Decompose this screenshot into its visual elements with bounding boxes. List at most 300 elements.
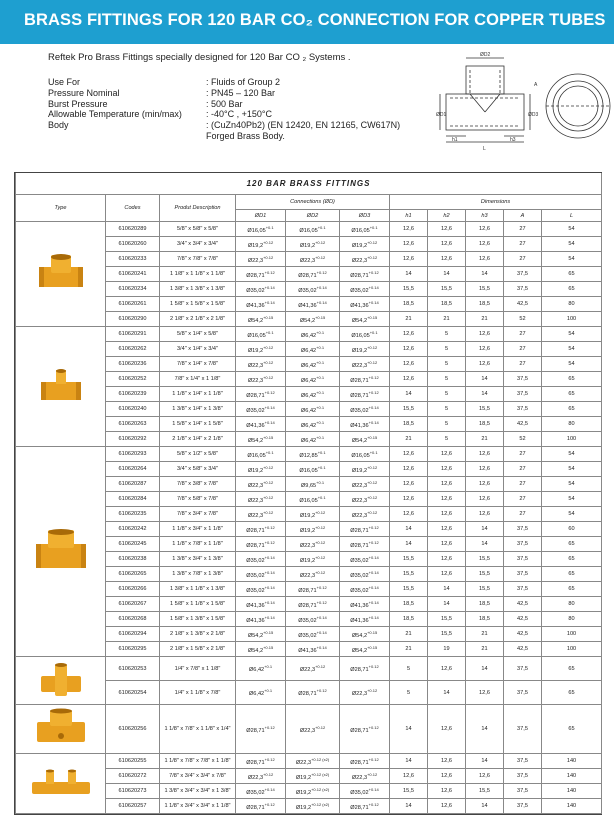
spec-value: : (CuZn40Pb2) (EN 12420, EN 12165, CW617N) — [206, 120, 401, 131]
diameter-value: Ø35,02 — [350, 789, 369, 796]
code-cell: 610620245 — [106, 537, 160, 552]
description-cell: 1 1/8" x 7/8" x 1 1/8" — [160, 537, 236, 552]
d1-cell — [236, 754, 286, 769]
d2-cell — [286, 537, 340, 552]
tolerance-value: +0.14 — [368, 404, 379, 410]
diameter-value: Ø41,36 — [298, 302, 317, 309]
tolerance-value: +0.12 — [263, 239, 274, 245]
tolerance-value: +0.1 — [317, 494, 326, 500]
h2-cell: 14 — [428, 582, 466, 597]
d2-cell — [286, 447, 340, 462]
diameter-value: Ø6,42 — [300, 407, 317, 414]
a-cell: 37,5 — [504, 799, 542, 814]
h2-cell: 12,6 — [428, 567, 466, 582]
h2-cell: 18,5 — [428, 297, 466, 312]
tolerance-value: +0.12 — [315, 554, 326, 560]
diameter-value: Ø54,2 — [299, 317, 316, 324]
a-cell: 37,5 — [504, 522, 542, 537]
a-cell: 37,5 — [504, 267, 542, 282]
h2-cell: 12,6 — [428, 769, 466, 784]
tolerance-value: +0.12 — [263, 374, 274, 380]
h3-cell: 15,5 — [466, 282, 504, 297]
d3-cell — [340, 507, 390, 522]
label-h1: h1 — [452, 137, 458, 143]
h2-cell: 15,5 — [428, 282, 466, 297]
diameter-value: Ø54,2 — [247, 437, 264, 444]
tolerance-value: +0.14 — [368, 419, 379, 425]
diameter-value: Ø22,3 — [351, 497, 368, 504]
d1-cell — [236, 327, 286, 342]
col-desc: Produt Description — [160, 195, 236, 222]
h2-cell: 19 — [428, 642, 466, 657]
l-cell: 54 — [542, 237, 602, 252]
code-cell: 610620267 — [106, 597, 160, 612]
h1-cell: 5 — [390, 681, 428, 705]
l-cell: 54 — [542, 357, 602, 372]
tolerance-value: +0.12 — [264, 539, 275, 545]
a-cell: 37,5 — [504, 754, 542, 769]
tolerance-value: +0.12 — [368, 269, 379, 275]
tolerance-value: +0.12 (x2) — [311, 756, 330, 762]
description-cell: 1 1/8" x 3/4" x 1 1/8" — [160, 522, 236, 537]
spec-label: Pressure Nominal — [48, 87, 120, 98]
h1-cell: 12,6 — [390, 492, 428, 507]
diameter-value: Ø41,36 — [350, 422, 369, 429]
d1-cell — [236, 522, 286, 537]
tolerance-value: +0.14 — [264, 284, 275, 290]
diameter-value: Ø41,36 — [246, 617, 265, 624]
tolerance-value: +0.14 — [316, 284, 327, 290]
diameter-value: Ø28,71 — [298, 602, 317, 609]
h3-cell: 14 — [466, 522, 504, 537]
d3-cell — [340, 357, 390, 372]
diameter-value: Ø28,71 — [246, 392, 265, 399]
spec-label: Allowable Temperature (min/max) — [48, 109, 182, 120]
diameter-value: Ø35,02 — [246, 407, 265, 414]
d1-cell — [236, 567, 286, 582]
d1-cell — [236, 657, 286, 681]
description-cell: 1 3/8" x 1 1/8" x 1 3/8" — [160, 582, 236, 597]
code-cell: 610620233 — [106, 252, 160, 267]
description-cell: 5/8" x 1/2" x 5/8" — [160, 447, 236, 462]
a-cell: 27 — [504, 237, 542, 252]
l-cell: 54 — [542, 222, 602, 237]
h3-cell: 14 — [466, 537, 504, 552]
diameter-value: Ø6,42 — [300, 377, 317, 384]
diameter-value: Ø28,71 — [298, 690, 317, 697]
l-cell: 54 — [542, 342, 602, 357]
diameter-value: Ø41,36 — [350, 602, 369, 609]
diameter-value: Ø19,2 — [351, 347, 368, 354]
spec-row — [48, 88, 400, 99]
a-cell: 27 — [504, 462, 542, 477]
table-row — [16, 705, 602, 754]
tolerance-value: +0.12 — [263, 494, 274, 500]
tolerance-value: +0.15 — [367, 644, 378, 650]
description-cell: 1 1/8" x 7/8" x 7/8" x 1 1/8" — [160, 754, 236, 769]
d1-cell — [236, 312, 286, 327]
d2-cell — [286, 282, 340, 297]
tolerance-value: +0.14 — [264, 584, 275, 590]
description-cell: 1/4" x 7/8" x 1 1/8" — [160, 657, 236, 681]
l-cell: 65 — [542, 402, 602, 417]
code-cell: 610620289 — [106, 222, 160, 237]
d3-cell — [340, 492, 390, 507]
label-l: L — [483, 146, 486, 152]
h2-cell: 12,6 — [428, 237, 466, 252]
h2-cell: 12,6 — [428, 799, 466, 814]
d3-cell — [340, 462, 390, 477]
diameter-value: Ø35,02 — [246, 287, 265, 294]
d2-cell — [286, 237, 340, 252]
tolerance-value: +0.14 — [264, 404, 275, 410]
tolerance-value: +0.1 — [317, 449, 326, 455]
d1-cell — [236, 462, 286, 477]
h3-cell: 12,6 — [466, 357, 504, 372]
d3-cell — [340, 252, 390, 267]
diameter-value: Ø19,2 — [299, 527, 316, 534]
diameter-value: Ø22,3 — [299, 666, 316, 673]
tolerance-value: +0.12 — [367, 359, 378, 365]
diameter-value: Ø16,05 — [351, 452, 370, 459]
h1-cell: 15,5 — [390, 402, 428, 417]
tolerance-value: +0.12 — [367, 254, 378, 260]
code-cell: 610620236 — [106, 357, 160, 372]
h1-cell: 5 — [390, 657, 428, 681]
description-cell: 1 1/8" x 3/4" x 3/4" x 1 1/8" — [160, 799, 236, 814]
h3-cell: 12,6 — [466, 237, 504, 252]
l-cell: 140 — [542, 784, 602, 799]
tolerance-value: +0.15 — [367, 314, 378, 320]
diameter-value: Ø22,3 — [299, 727, 316, 734]
code-cell: 610620291 — [106, 327, 160, 342]
tolerance-value: +0.1 — [316, 479, 325, 485]
description-cell: 2 1/8" x 1/4" x 2 1/8" — [160, 432, 236, 447]
description-cell: 7/8" x 3/4" x 3/4" x 7/8" — [160, 769, 236, 784]
tolerance-value: +0.1 — [265, 224, 274, 230]
tolerance-value: +0.12 — [316, 599, 327, 605]
diameter-value: Ø22,3 — [299, 257, 316, 264]
l-cell: 65 — [542, 387, 602, 402]
a-cell: 37,5 — [504, 681, 542, 705]
code-cell: 610620253 — [106, 657, 160, 681]
col-connections: Connections (ØD) — [236, 195, 390, 210]
h1-cell: 21 — [390, 642, 428, 657]
diameter-value: Ø6,42 — [300, 392, 317, 399]
label-a: A — [534, 82, 538, 88]
d2-cell — [286, 312, 340, 327]
diameter-value: Ø9,65 — [300, 482, 317, 489]
diameter-value: Ø28,71 — [298, 272, 317, 279]
l-cell: 60 — [542, 522, 602, 537]
tolerance-value: +0.1 — [265, 449, 274, 455]
a-cell: 27 — [504, 327, 542, 342]
tolerance-value: +0.1 — [369, 224, 378, 230]
h2-cell: 5 — [428, 432, 466, 447]
diameter-value: Ø16,05 — [299, 227, 318, 234]
d3-cell — [340, 754, 390, 769]
tolerance-value: +0.12 — [263, 771, 274, 777]
h2-cell: 12,6 — [428, 477, 466, 492]
tolerance-value: +0.1 — [316, 434, 325, 440]
h2-cell: 5 — [428, 327, 466, 342]
l-cell: 54 — [542, 492, 602, 507]
d2-cell — [286, 462, 340, 477]
a-cell: 37,5 — [504, 372, 542, 387]
diameter-value: Ø6,42 — [300, 362, 317, 369]
description-cell: 1 5/8" x 1 3/8" x 1 5/8" — [160, 612, 236, 627]
code-cell: 610620290 — [106, 312, 160, 327]
h1-cell: 14 — [390, 522, 428, 537]
diameter-value: Ø35,02 — [246, 789, 265, 796]
d3-cell — [340, 297, 390, 312]
diameter-value: Ø54,2 — [351, 437, 368, 444]
diameter-value: Ø22,3 — [247, 377, 264, 384]
h1-cell: 14 — [390, 705, 428, 754]
tolerance-value: +0.1 — [264, 664, 273, 670]
d2-cell — [286, 582, 340, 597]
diameter-value: Ø19,2 — [299, 512, 316, 519]
l-cell: 65 — [542, 267, 602, 282]
intro-text: Reftek Pro Brass Fittings specially designed for 120 Bar CO ₂ Systems . — [48, 52, 351, 63]
d3-cell — [340, 237, 390, 252]
tolerance-value: +0.14 — [368, 584, 379, 590]
l-cell: 65 — [542, 282, 602, 297]
description-cell: 1 3/8" x 3/4" x 3/4" x 1 3/8" — [160, 784, 236, 799]
diameter-value: Ø41,36 — [246, 422, 265, 429]
h1-cell: 15,5 — [390, 567, 428, 582]
tolerance-value: +0.12 — [263, 479, 274, 485]
diameter-value: Ø54,2 — [247, 632, 264, 639]
tolerance-value: +0.12 — [264, 801, 275, 807]
d1-cell — [236, 282, 286, 297]
diameter-value: Ø19,2 — [351, 242, 368, 249]
h1-cell: 15,5 — [390, 552, 428, 567]
spec-value: : 500 Bar — [206, 98, 243, 109]
d3-cell — [340, 372, 390, 387]
tolerance-value: +0.14 — [316, 644, 327, 650]
diameter-value: Ø22,3 — [351, 690, 368, 697]
diameter-value: Ø22,3 — [351, 362, 368, 369]
tolerance-value: +0.1 — [369, 329, 378, 335]
d2-cell — [286, 492, 340, 507]
tolerance-value: +0.1 — [316, 404, 325, 410]
tolerance-value: +0.12 — [263, 344, 274, 350]
d1-cell — [236, 372, 286, 387]
specs-list — [48, 77, 400, 142]
description-cell: 2 1/8" x 2 1/8" x 2 1/8" — [160, 312, 236, 327]
h3-cell: 15,5 — [466, 582, 504, 597]
h3-cell: 12,6 — [466, 327, 504, 342]
d2-cell — [286, 222, 340, 237]
h3-cell: 14 — [466, 705, 504, 754]
col-dimensions: Dimensions — [390, 195, 602, 210]
description-cell: 1 3/8" x 3/4" x 1 3/8" — [160, 552, 236, 567]
d2-cell — [286, 402, 340, 417]
d2-cell — [286, 627, 340, 642]
tolerance-value: +0.12 — [367, 771, 378, 777]
d1-cell — [236, 642, 286, 657]
a-cell: 37,5 — [504, 657, 542, 681]
description-cell: 7/8" x 1/4" x 7/8" — [160, 357, 236, 372]
col-d3: ØD3 — [340, 210, 390, 222]
tolerance-value: +0.14 — [264, 419, 275, 425]
diameter-value: Ø22,3 — [351, 482, 368, 489]
diameter-value: Ø19,2 — [247, 242, 264, 249]
tolerance-value: +0.12 — [368, 539, 379, 545]
diameter-value: Ø16,05 — [351, 332, 370, 339]
diameter-value: Ø28,71 — [246, 527, 265, 534]
d3-cell — [340, 477, 390, 492]
h1-cell: 18,5 — [390, 612, 428, 627]
d2-cell — [286, 477, 340, 492]
a-cell: 27 — [504, 222, 542, 237]
tee-with-port-icon — [16, 705, 106, 754]
d2-cell — [286, 642, 340, 657]
description-cell: 1 5/8" x 1/4" x 1 5/8" — [160, 417, 236, 432]
tolerance-value: +0.12 — [264, 524, 275, 530]
l-cell: 54 — [542, 462, 602, 477]
tolerance-value: +0.12 — [264, 756, 275, 762]
d3-cell — [340, 769, 390, 784]
h2-cell: 21 — [428, 312, 466, 327]
col-a: A — [504, 210, 542, 222]
diameter-value: Ø19,2 — [299, 242, 316, 249]
tolerance-value: +0.14 — [264, 614, 275, 620]
l-cell: 100 — [542, 432, 602, 447]
description-cell: 5/8" x 5/8" x 5/8" — [160, 222, 236, 237]
spec-row — [48, 99, 400, 110]
diameter-value: Ø35,02 — [350, 557, 369, 564]
h2-cell: 14 — [428, 681, 466, 705]
d3-cell — [340, 657, 390, 681]
d2-cell — [286, 769, 340, 784]
diameter-value: Ø6,42 — [300, 422, 317, 429]
tolerance-value: +0.12 — [264, 724, 275, 730]
description-cell: 7/8" x 3/8" x 7/8" — [160, 477, 236, 492]
diameter-value: Ø22,3 — [299, 572, 316, 579]
code-cell: 610620266 — [106, 582, 160, 597]
diameter-value: Ø28,71 — [350, 759, 369, 766]
a-cell: 37,5 — [504, 784, 542, 799]
diameter-value: Ø35,02 — [350, 407, 369, 414]
h2-cell: 12,6 — [428, 522, 466, 537]
tolerance-value: +0.12 — [368, 524, 379, 530]
spec-row — [48, 120, 400, 131]
a-cell: 37,5 — [504, 552, 542, 567]
page-title: BRASS FITTINGS FOR 120 BAR CO₂ CONNECTION FOR COPPER TUBES — [24, 11, 606, 29]
a-cell: 37,5 — [504, 387, 542, 402]
d1-cell — [236, 267, 286, 282]
tolerance-value: +0.12 (x2) — [311, 801, 330, 807]
code-cell: 610620255 — [106, 754, 160, 769]
l-cell: 65 — [542, 705, 602, 754]
h1-cell: 12,6 — [390, 769, 428, 784]
code-cell: 610620264 — [106, 462, 160, 477]
d1-cell — [236, 681, 286, 705]
h3-cell: 15,5 — [466, 567, 504, 582]
d2-cell — [286, 252, 340, 267]
spec-label: Burst Pressure — [48, 98, 108, 109]
d2-cell — [286, 327, 340, 342]
h1-cell: 14 — [390, 387, 428, 402]
a-cell: 37,5 — [504, 282, 542, 297]
d2-cell — [286, 267, 340, 282]
table-row — [16, 447, 602, 462]
diameter-value: Ø6,42 — [300, 332, 317, 339]
header-banner — [0, 0, 614, 44]
code-cell: 610620284 — [106, 492, 160, 507]
tolerance-value: +0.12 — [315, 724, 326, 730]
diameter-value: Ø19,2 — [247, 467, 264, 474]
table-row — [16, 657, 602, 681]
tolerance-value: +0.12 — [315, 664, 326, 670]
h1-cell: 12,6 — [390, 237, 428, 252]
l-cell: 54 — [542, 252, 602, 267]
diameter-value: Ø19,2 — [351, 467, 368, 474]
h2-cell: 5 — [428, 402, 466, 417]
spec-value: : -40°C , +150°C — [206, 109, 272, 120]
h2-cell: 12,6 — [428, 462, 466, 477]
tolerance-value: +0.14 — [368, 284, 379, 290]
diameter-value: Ø28,71 — [350, 804, 369, 811]
diameter-value: Ø22,3 — [247, 512, 264, 519]
tolerance-value: +0.12 — [368, 801, 379, 807]
code-cell: 610620242 — [106, 522, 160, 537]
col-h1: h1 — [390, 210, 428, 222]
a-cell: 42,5 — [504, 297, 542, 312]
tolerance-value: +0.1 — [316, 389, 325, 395]
d3-cell — [340, 612, 390, 627]
diameter-value: Ø22,3 — [247, 482, 264, 489]
diameter-value: Ø6,42 — [300, 347, 317, 354]
a-cell: 37,5 — [504, 769, 542, 784]
diameter-value: Ø28,71 — [350, 392, 369, 399]
code-cell: 610620234 — [106, 282, 160, 297]
h3-cell: 18,5 — [466, 297, 504, 312]
d3-cell — [340, 627, 390, 642]
a-cell: 42,5 — [504, 597, 542, 612]
d1-cell — [236, 432, 286, 447]
description-cell: 7/8" x 5/8" x 7/8" — [160, 492, 236, 507]
h3-cell: 21 — [466, 627, 504, 642]
a-cell: 37,5 — [504, 705, 542, 754]
d2-cell — [286, 784, 340, 799]
d1-cell — [236, 387, 286, 402]
h2-cell: 12,6 — [428, 447, 466, 462]
l-cell: 65 — [542, 372, 602, 387]
code-cell: 610620239 — [106, 387, 160, 402]
code-cell: 610620294 — [106, 627, 160, 642]
code-cell: 610620295 — [106, 642, 160, 657]
code-cell: 610620256 — [106, 705, 160, 754]
tolerance-value: +0.12 (x2) — [311, 771, 330, 777]
l-cell: 65 — [542, 567, 602, 582]
diameter-value: Ø54,2 — [351, 647, 368, 654]
tolerance-value: +0.14 — [264, 569, 275, 575]
diameter-value: Ø28,71 — [350, 727, 369, 734]
l-cell: 65 — [542, 552, 602, 567]
a-cell: 27 — [504, 477, 542, 492]
h1-cell: 18,5 — [390, 297, 428, 312]
col-codes: Codes — [106, 195, 160, 222]
l-cell: 54 — [542, 447, 602, 462]
diameter-value: Ø16,05 — [299, 467, 318, 474]
description-cell: 5/8" x 1/4" x 5/8" — [160, 327, 236, 342]
a-cell: 42,5 — [504, 417, 542, 432]
h1-cell: 12,6 — [390, 462, 428, 477]
l-cell: 140 — [542, 769, 602, 784]
